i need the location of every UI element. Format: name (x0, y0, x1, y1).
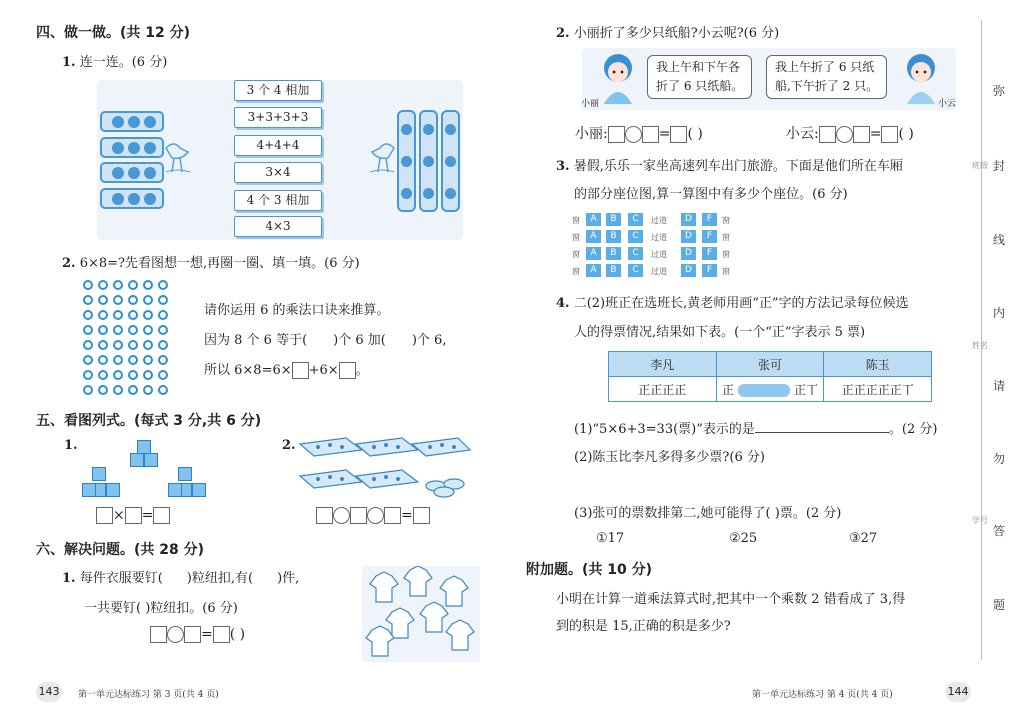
seat-d[interactable]: D (681, 230, 696, 243)
so-text-c: 。 (355, 363, 369, 378)
card-2[interactable]: 3+3+3+3 (234, 107, 322, 128)
answer-box[interactable] (608, 126, 625, 143)
votes-zhangke-b: 正丅 (793, 382, 818, 397)
seat-f[interactable]: F (702, 264, 717, 277)
equals-sign: = (869, 126, 882, 142)
ring-dot (98, 370, 108, 380)
card-6[interactable]: 4×3 (234, 216, 322, 237)
name-xiaoyun: 小云 (938, 99, 957, 109)
smudge (738, 384, 790, 397)
s6-q1-text-a: 每件衣服要钉( (79, 571, 163, 586)
equals-sign: = (658, 126, 671, 142)
ring-dot (83, 370, 93, 380)
egg-tray-figure (296, 434, 472, 504)
answer-box[interactable] (881, 126, 898, 143)
ring-dot (158, 295, 168, 305)
bubble-xiaoyun (766, 55, 887, 99)
seat-c[interactable]: C (628, 230, 643, 243)
xiaoli-label: 小丽: (575, 126, 608, 142)
r-q4-sub1 (574, 418, 937, 437)
ring-dot (128, 295, 138, 305)
ring-dot (128, 325, 138, 335)
sidebar-id-label: 学号 (972, 516, 988, 525)
ring-dot (158, 310, 168, 320)
ring-dot (113, 385, 123, 395)
answer-box[interactable] (316, 507, 333, 524)
ring-dot (143, 325, 153, 335)
votes-lifan: 正正正正 (609, 377, 717, 402)
ring-dot (128, 310, 138, 320)
seat-d[interactable]: D (681, 264, 696, 277)
answer-box[interactable] (125, 507, 142, 524)
sidebar-char-3: 线 (993, 233, 1006, 247)
bonus-text2: 到的积是 15,正确的积是多少? (556, 619, 731, 634)
answer-box[interactable] (853, 126, 870, 143)
seat-c[interactable]: C (628, 247, 643, 260)
sidebar-char-6: 勿 (993, 452, 1006, 466)
header-zhangke: 张可 (716, 352, 824, 377)
seat-f[interactable]: F (702, 213, 717, 226)
girl-xiaoyun-avatar (897, 48, 943, 104)
ring-dot (113, 355, 123, 365)
header-chenyu: 陈玉 (824, 352, 932, 377)
ring-dot (143, 370, 153, 380)
card-3[interactable]: 4+4+4 (234, 135, 322, 156)
operator-circle[interactable] (167, 626, 184, 643)
window-label: 窗 (722, 216, 730, 225)
ring-dot (143, 310, 153, 320)
girl-xiaoli-avatar (596, 48, 642, 104)
section6-title: 六、解决问题。(共 28 分) (36, 542, 205, 558)
r-q4-sub3: (3)张可的票数排第二,她可能得了( )票。(2 分) (574, 506, 842, 521)
because-text-b: )个 6 加( (333, 333, 386, 348)
section5-title: 五、看图列式。(每式 3 分,共 6 分) (36, 413, 262, 429)
q1-number: 1. (62, 55, 76, 70)
answer-box[interactable] (384, 507, 401, 524)
times-sign: × (113, 507, 125, 524)
votes-zhangke (716, 377, 824, 402)
r-q4-number: 4. (556, 296, 570, 311)
page-number-left: 143 (36, 682, 62, 702)
answer-box[interactable] (292, 362, 309, 379)
s5-q1-number: 1. (64, 438, 78, 453)
sidebar-char-7: 答 (993, 524, 1006, 538)
sidebar-name-label: 姓名 (972, 341, 988, 350)
option-3[interactable]: ③27 (849, 531, 878, 546)
card-5[interactable]: 4 个 3 相加 (234, 190, 322, 211)
answer-box[interactable] (339, 362, 356, 379)
ring-dot (83, 355, 93, 365)
q1-line (62, 51, 167, 70)
ring-dot (158, 370, 168, 380)
aisle-label: 过道 (651, 216, 667, 225)
ring-dot (83, 340, 93, 350)
ring-dot (158, 340, 168, 350)
so-text-a: 所以 6×8=6× (204, 363, 292, 378)
seat-d[interactable]: D (681, 247, 696, 260)
s6-q1-text-b: )粒纽扣,有( (186, 571, 254, 586)
answer-box[interactable] (413, 507, 430, 524)
r-q3-line2: 的部分座位图,算一算图中有多少个座位。(6 分) (574, 187, 848, 202)
because-text-c: )个 6, (411, 333, 447, 348)
q1-text: 连一连。(6 分) (79, 55, 168, 70)
votes-table (608, 351, 932, 402)
bird-icon-left (160, 138, 196, 178)
r-q3-line1 (556, 155, 903, 174)
s5-q2-number: 2. (282, 438, 296, 453)
ring-dot (98, 295, 108, 305)
s5-q2-equation (316, 507, 430, 524)
ring-dot (128, 370, 138, 380)
ring-dot (128, 280, 138, 290)
xiaoyun-equation (786, 123, 914, 143)
ring-dot (113, 280, 123, 290)
ring-dot (158, 280, 168, 290)
answer-box[interactable] (150, 626, 167, 643)
seat-c[interactable]: C (628, 264, 643, 277)
r-q3-text1: 暑假,乐乐一家坐高速列车出门旅游。下面是他们所在车厢 (573, 159, 903, 174)
seat-a[interactable]: A (586, 247, 601, 260)
seat-c[interactable]: C (628, 213, 643, 226)
answer-box[interactable] (96, 507, 113, 524)
answer-box[interactable] (819, 126, 836, 143)
answer-box[interactable] (642, 126, 659, 143)
xiaoli-equation (575, 123, 703, 143)
ring-dot (113, 370, 123, 380)
operator-circle[interactable] (836, 126, 853, 143)
equals-sign: = (201, 626, 213, 643)
window-label: 窗 (572, 233, 580, 242)
bird-icon-right (364, 138, 400, 178)
bubble-xiaoyun-line1: 我上午折了 6 只纸 (775, 60, 875, 74)
q2-hint: 请你运用 6 的乘法口诀来推算。 (204, 303, 390, 318)
answer-box[interactable] (213, 626, 230, 643)
bubble-xiaoli-line2: 折了 6 只纸船。 (656, 79, 744, 93)
ring-dot (98, 385, 108, 395)
xiaoyun-label: 小云: (786, 126, 819, 142)
footer-right: 第一单元达标练习 第 4 页(共 4 页) (752, 690, 893, 700)
sidebar-char-8: 题 (993, 598, 1006, 612)
r-q4-text1: 二(2)班正在选班长,黄老师用画“正”字的方法记录每位候选 (573, 296, 909, 311)
q2-number: 2. (62, 256, 76, 271)
window-label: 窗 (722, 250, 730, 259)
seat-d[interactable]: D (681, 213, 696, 226)
ring-dot (143, 385, 153, 395)
unit-paren: ( ) (229, 626, 246, 643)
seat-f[interactable]: F (702, 247, 717, 260)
ring-dot (83, 310, 93, 320)
operator-circle[interactable] (333, 507, 350, 524)
window-label: 窗 (722, 267, 730, 276)
answer-box[interactable] (153, 507, 170, 524)
q2-text: 6×8=?先看图想一想,再圈一圈、填一填。(6 分) (79, 256, 360, 271)
operator-circle[interactable] (367, 507, 384, 524)
ring-dot (113, 325, 123, 335)
ring-dot (98, 310, 108, 320)
window-label: 窗 (572, 216, 580, 225)
seat-b[interactable]: B (606, 264, 621, 277)
ring-dot (158, 385, 168, 395)
ring-dot (98, 325, 108, 335)
so-text-b: +6× (308, 363, 339, 378)
q2-so (204, 359, 369, 379)
q2-line (62, 252, 360, 271)
bubble-xiaoyun-line2: 船,下午折了 2 只。 (775, 79, 879, 93)
unit-paren: ( ) (898, 126, 914, 142)
r-q2-number: 2. (556, 26, 570, 41)
r-q4-line2: 人的得票情况,结果如下表。(一个“正”字表示 5 票) (574, 325, 866, 340)
sidebar-char-2: 封 (993, 159, 1006, 173)
sidebar-char-4: 内 (993, 306, 1006, 320)
ring-dot (128, 355, 138, 365)
name-xiaoli: 小丽 (581, 99, 600, 109)
votes-zhangke-a: 正 (721, 382, 734, 397)
r-q4-line1 (556, 292, 909, 311)
ring-dot (113, 295, 123, 305)
ring-dot (143, 280, 153, 290)
s6-q1-line2: 一共要钉( )粒纽扣。(6 分) (84, 601, 238, 616)
window-label: 窗 (572, 250, 580, 259)
ring-dot (143, 355, 153, 365)
s6-q1-equation (150, 626, 245, 643)
equals-sign: = (141, 507, 154, 524)
answer-box[interactable] (350, 507, 367, 524)
shirts-figure (362, 566, 480, 662)
ring-dot (113, 310, 123, 320)
s6-q1-line1 (62, 567, 299, 586)
seat-a[interactable]: A (586, 264, 601, 277)
equals-sign: = (401, 507, 413, 524)
votes-chenyu: 正正正正正丅 (824, 377, 932, 402)
q2-because (204, 329, 446, 348)
unit-paren: ( ) (687, 126, 703, 142)
bonus-title: 附加题。(共 10 分) (526, 562, 653, 578)
s5-q1-equation (96, 507, 170, 524)
answer-box[interactable] (184, 626, 201, 643)
sidebar-class-label: 班级 (972, 161, 988, 170)
answer-line[interactable] (755, 421, 889, 433)
header-lifan: 李凡 (609, 352, 717, 377)
option-2[interactable]: ②25 (729, 531, 758, 546)
operator-circle[interactable] (625, 126, 642, 143)
window-label: 窗 (572, 267, 580, 276)
ring-dot (98, 355, 108, 365)
aisle-label: 过道 (651, 267, 667, 276)
seat-b[interactable]: B (606, 247, 621, 260)
r-q4-sub1-text: (1)“5×6+3=33(票)”表示的是 (574, 422, 755, 437)
r-q3-number: 3. (556, 159, 570, 174)
bubble-xiaoli-line1: 我上午和下午各 (656, 60, 741, 74)
s6-q1-number: 1. (62, 571, 76, 586)
because-text-a: 因为 8 个 6 等于( (204, 333, 308, 348)
bonus-text1: 小明在计算一道乘法算式时,把其中一个乘数 2 错看成了 3,得 (556, 592, 906, 607)
seat-a[interactable]: A (586, 213, 601, 226)
ring-dot (83, 295, 93, 305)
ring-dot (158, 355, 168, 365)
ring-dot (143, 340, 153, 350)
ring-dot (83, 325, 93, 335)
card-1[interactable]: 3 个 4 相加 (234, 80, 322, 101)
ring-dot (143, 295, 153, 305)
seat-b[interactable]: B (606, 213, 621, 226)
s6-q1-text-c: )件, (277, 571, 300, 586)
r-q2-line (556, 22, 779, 41)
aisle-label: 过道 (651, 250, 667, 259)
seat-a[interactable]: A (586, 230, 601, 243)
r-q4-sub1-score: 。(2 分) (888, 422, 938, 437)
r-q4-sub2: (2)陈玉比李凡多得多少票?(6 分) (574, 450, 765, 465)
ring-dot (113, 340, 123, 350)
card-4[interactable]: 3×4 (234, 162, 322, 183)
window-label: 窗 (722, 233, 730, 242)
ring-dot (98, 280, 108, 290)
footer-left: 第一单元达标练习 第 3 页(共 4 页) (78, 690, 219, 700)
ring-dot (128, 385, 138, 395)
ring-dot (158, 325, 168, 335)
seat-b[interactable]: B (606, 230, 621, 243)
ring-dot (98, 340, 108, 350)
aisle-label: 过道 (651, 233, 667, 242)
page-number-right: 144 (945, 682, 971, 702)
answer-box[interactable] (670, 126, 687, 143)
ring-dot (83, 385, 93, 395)
r-q2-text: 小丽折了多少只纸船?小云呢?(6 分) (573, 26, 780, 41)
seat-f[interactable]: F (702, 230, 717, 243)
ring-dot (128, 340, 138, 350)
sidebar-char-1: 弥 (993, 84, 1006, 98)
option-1[interactable]: ①17 (596, 531, 625, 546)
bubble-xiaoli (647, 55, 752, 99)
section4-title: 四、做一做。(共 12 分) (36, 25, 191, 41)
sidebar-char-5: 请 (993, 379, 1006, 393)
ring-dot (83, 280, 93, 290)
